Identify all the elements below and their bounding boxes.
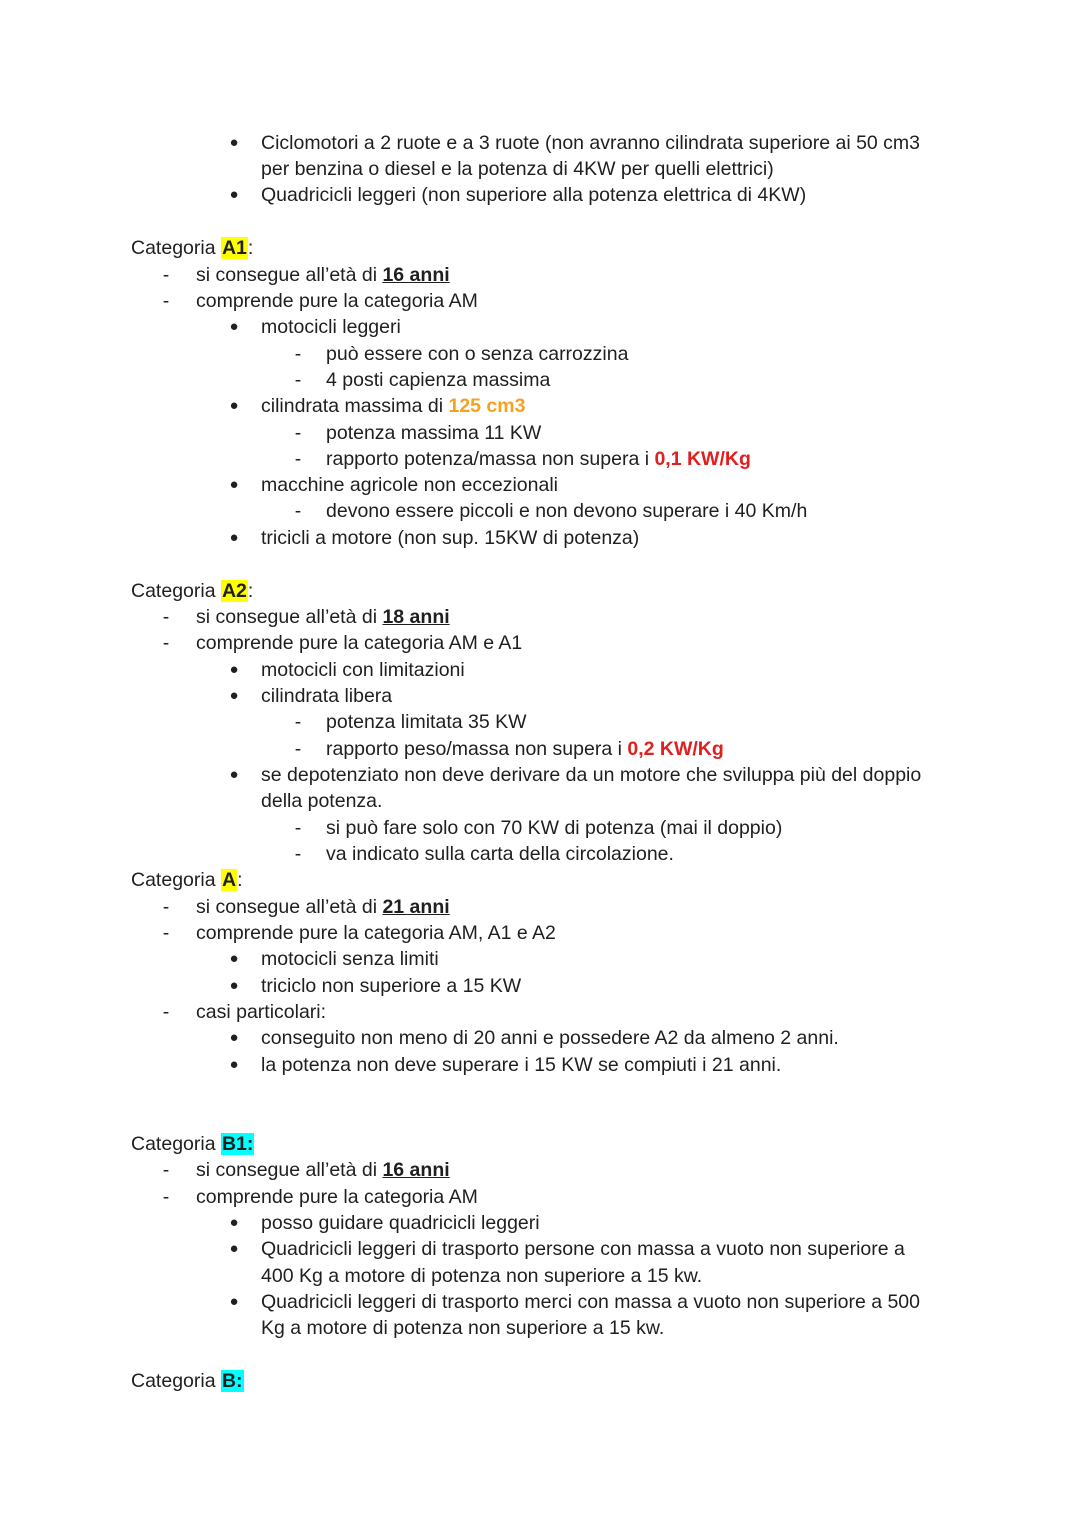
heading-categoria-a2: Categoria A2: (131, 580, 254, 602)
bullet-icon: ● (229, 318, 239, 335)
bullet-icon: ● (229, 766, 239, 783)
list-item: rapporto peso/massa non supera i 0,2 KW/Kg (326, 738, 724, 760)
bullet-icon: ● (229, 1240, 239, 1257)
category-code-highlight: A2 (221, 580, 247, 602)
age-value: 18 anni (382, 606, 450, 628)
list-item: potenza massima 11 KW (326, 422, 542, 444)
list-item-continuation: 400 Kg a motore di potenza non superiore a 15 kw. (261, 1265, 703, 1287)
dash-icon: - (162, 290, 170, 312)
bullet-icon: ● (229, 397, 239, 414)
list-item: motocicli senza limiti (261, 948, 439, 970)
list-item: conseguito non meno di 20 anni e possedere A2 da almeno 2 anni. (261, 1027, 839, 1049)
dash-icon: - (162, 606, 170, 628)
list-item: Ciclomotori a 2 ruote e a 3 ruote (non avranno cilindrata superiore ai 50 cm3 (261, 132, 921, 154)
list-item: se depotenziato non deve derivare da un motore che sviluppa più del doppio (261, 764, 922, 786)
bullet-icon: ● (229, 950, 239, 967)
list-item: motocicli leggeri (261, 316, 401, 338)
list-item: macchine agricole non eccezionali (261, 474, 559, 496)
list-item: Quadricicli leggeri di trasporto merci con massa a vuoto non superiore a 500 (261, 1291, 921, 1313)
dash-icon: - (162, 1001, 170, 1023)
dash-icon: - (162, 896, 170, 918)
dash-icon: - (294, 369, 302, 391)
bullet-icon: ● (229, 1056, 239, 1073)
list-item: può essere con o senza carrozzina (326, 343, 629, 365)
heading-categoria-a: Categoria A: (131, 869, 243, 891)
highlight-value: 0,1 KW/Kg (654, 448, 751, 470)
dash-icon: - (162, 1186, 170, 1208)
list-item: si può fare solo con 70 KW di potenza (mai il doppio) (326, 817, 783, 839)
heading-categoria-a1: Categoria A1: (131, 237, 254, 259)
dash-icon: - (294, 843, 302, 865)
bullet-icon: ● (229, 1214, 239, 1231)
list-item: cilindrata libera (261, 685, 393, 707)
bullet-icon: ● (229, 529, 239, 546)
list-item: cilindrata massima di 125 cm3 (261, 395, 526, 417)
dash-icon: - (294, 343, 302, 365)
dash-icon: - (162, 264, 170, 286)
age-value: 16 anni (382, 1159, 450, 1181)
bullet-icon: ● (229, 476, 239, 493)
list-item: la potenza non deve superare i 15 KW se compiuti i 21 anni. (261, 1054, 782, 1076)
list-item-continuation: per benzina o diesel e la potenza di 4KW per quelli elettrici) (261, 158, 774, 180)
dash-icon: - (294, 738, 302, 760)
list-item: Quadricicli leggeri di trasporto persone con massa a vuoto non superiore a (261, 1238, 905, 1260)
dash-icon: - (294, 817, 302, 839)
list-item: si consegue all’età di 16 anni (196, 1159, 450, 1181)
heading-categoria-b: Categoria B: (131, 1370, 243, 1392)
category-code-highlight: B: (221, 1370, 243, 1392)
bullet-icon: ● (229, 1293, 239, 1310)
highlight-value: 125 cm3 (448, 395, 526, 417)
bullet-icon: ● (229, 661, 239, 678)
highlight-value: 0,2 KW/Kg (627, 738, 724, 760)
dash-icon: - (162, 922, 170, 944)
category-code-highlight: B1: (221, 1133, 254, 1155)
category-code-highlight: A (221, 869, 237, 891)
bullet-icon: ● (229, 1029, 239, 1046)
list-item: tricicli a motore (non sup. 15KW di potenza) (261, 527, 640, 549)
list-item: comprende pure la categoria AM (196, 1186, 478, 1208)
list-item: triciclo non superiore a 15 KW (261, 975, 522, 997)
list-item-continuation: della potenza. (261, 790, 383, 812)
dash-icon: - (294, 422, 302, 444)
list-item: va indicato sulla carta della circolazione. (326, 843, 674, 865)
list-item: comprende pure la categoria AM (196, 290, 478, 312)
dash-icon: - (162, 1159, 170, 1181)
dash-icon: - (294, 500, 302, 522)
bullet-icon: ● (229, 186, 239, 203)
list-item-continuation: Kg a motore di potenza non superiore a 15 kw. (261, 1317, 665, 1339)
list-item: Quadricicli leggeri (non superiore alla potenza elettrica di 4KW) (261, 184, 807, 206)
bullet-icon: ● (229, 134, 239, 151)
list-item: 4 posti capienza massima (326, 369, 551, 391)
bullet-icon: ● (229, 687, 239, 704)
list-item: si consegue all’età di 21 anni (196, 896, 450, 918)
age-value: 16 anni (382, 264, 450, 286)
list-item: si consegue all’età di 16 anni (196, 264, 450, 286)
list-item: comprende pure la categoria AM e A1 (196, 632, 523, 654)
list-item: si consegue all’età di 18 anni (196, 606, 450, 628)
heading-categoria-b1: Categoria B1: (131, 1133, 254, 1155)
list-item: rapporto potenza/massa non supera i 0,1 KW/Kg (326, 448, 751, 470)
dash-icon: - (294, 711, 302, 733)
list-item: devono essere piccoli e non devono superare i 40 Km/h (326, 500, 808, 522)
list-item: comprende pure la categoria AM, A1 e A2 (196, 922, 556, 944)
list-item: motocicli con limitazioni (261, 659, 465, 681)
category-code-highlight: A1 (221, 237, 247, 259)
dash-icon: - (294, 448, 302, 470)
list-item: potenza limitata 35 KW (326, 711, 527, 733)
list-item: posso guidare quadricicli leggeri (261, 1212, 540, 1234)
age-value: 21 anni (382, 896, 450, 918)
dash-icon: - (162, 632, 170, 654)
bullet-icon: ● (229, 977, 239, 994)
list-item: casi particolari: (196, 1001, 327, 1023)
